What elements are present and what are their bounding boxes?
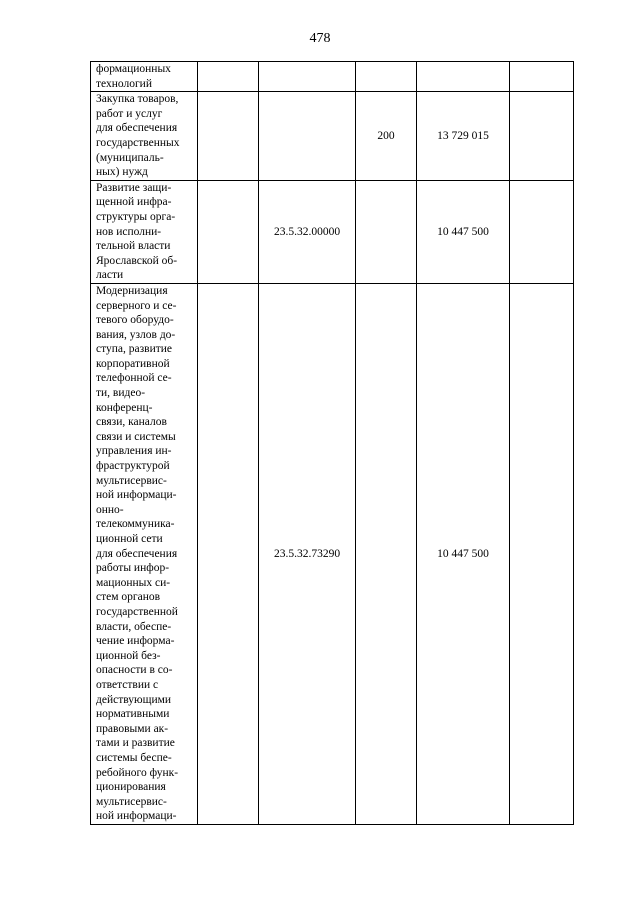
item-name-line: формационных	[96, 63, 171, 75]
item-name-line: Развитие защи-	[96, 181, 172, 194]
item-name-line: серверного и се-	[96, 299, 177, 312]
item-name-line: работы инфор-	[96, 562, 170, 575]
item-name-line: правовыми ак-	[96, 722, 169, 735]
item-name-line: тевого оборудо-	[96, 314, 174, 327]
item-name-line: мультисервис-	[96, 795, 167, 808]
type-cell	[356, 180, 417, 283]
item-name-line: телефонной се-	[96, 372, 172, 385]
item-name-line: опасности в со-	[96, 664, 173, 677]
item-name-line: работ и услуг	[96, 107, 163, 120]
amount-cell	[417, 62, 510, 92]
item-name-line: (муниципаль-	[96, 151, 164, 164]
type-cell	[356, 62, 417, 92]
item-name-line: ступа, развитие	[96, 343, 173, 356]
empty-cell	[510, 62, 574, 92]
empty-cell	[198, 283, 259, 824]
item-name-line: для обеспечения	[96, 547, 178, 560]
budget-table	[90, 61, 574, 825]
item-name-line: ционной сети	[96, 533, 163, 545]
empty-cell	[510, 92, 574, 181]
page-number: 478	[309, 31, 331, 46]
table-row	[91, 92, 574, 181]
item-name-line: связи и системы	[96, 430, 176, 443]
item-name-cell	[91, 62, 198, 92]
table-row	[91, 180, 574, 283]
item-name-line: конференц-	[96, 401, 153, 414]
item-name-line: Закупка товаров,	[96, 93, 179, 106]
item-name-line: ционирования	[96, 781, 166, 794]
item-name-line: ти, видео-	[96, 387, 146, 400]
item-name-line: тельной власти	[96, 240, 171, 253]
item-name-line: мультисервис-	[96, 474, 167, 487]
item-name-line: ной информаци-	[96, 810, 177, 823]
item-name-line: структуры орга-	[96, 210, 176, 223]
item-name-line: нов исполни-	[96, 225, 162, 238]
item-name-line: ответствии с	[96, 678, 159, 691]
amount-cell: 13 729 015	[417, 92, 510, 181]
code-cell	[259, 62, 356, 92]
item-name-line: ребойного функ-	[96, 766, 179, 779]
empty-cell	[198, 62, 259, 92]
item-name-line: чение информа-	[96, 635, 175, 648]
item-name-line: связи, каналов	[96, 416, 167, 429]
table-row	[91, 283, 574, 824]
item-name-line: нормативными	[96, 708, 170, 721]
item-name-line: управления ин-	[96, 445, 172, 458]
item-name-line: власти, обеспе-	[96, 620, 172, 633]
table-row	[91, 62, 574, 92]
item-name-line: онно-	[96, 503, 124, 516]
item-name-line: системы беспе-	[96, 751, 172, 764]
item-name-line: телекоммуника-	[96, 518, 175, 531]
item-name-line: щенной инфра-	[96, 196, 172, 209]
code-cell: 23.5.32.00000	[259, 180, 356, 283]
item-name-line: ласти	[96, 269, 124, 282]
item-name-line: корпоративной	[96, 357, 170, 370]
type-cell: 200	[356, 92, 417, 181]
item-name-line: государственной	[96, 605, 178, 618]
item-name-line: ционной без-	[96, 649, 161, 662]
item-name-cell	[91, 180, 198, 283]
amount-cell: 10 447 500	[417, 180, 510, 283]
empty-cell	[510, 283, 574, 824]
item-name-line: тами и развитие	[96, 737, 175, 750]
item-name-line: ной информаци-	[96, 489, 177, 502]
item-name-line: действующими	[96, 693, 172, 706]
item-name-line: технологий	[96, 77, 152, 90]
code-cell: 23.5.32.73290	[259, 283, 356, 824]
item-name-line: Модернизация	[96, 284, 168, 297]
empty-cell	[510, 180, 574, 283]
item-name-line: вания, узлов до-	[96, 328, 176, 341]
item-name-line: стем органов	[96, 591, 161, 604]
type-cell	[356, 283, 417, 824]
item-name-line: мационных си-	[96, 576, 171, 589]
item-name-cell	[91, 283, 198, 824]
code-cell	[259, 92, 356, 181]
empty-cell	[198, 92, 259, 181]
item-name-line: фраструктурой	[96, 460, 170, 473]
amount-cell: 10 447 500	[417, 283, 510, 824]
item-name-cell	[91, 92, 198, 181]
empty-cell	[198, 180, 259, 283]
item-name-line: государственных	[96, 136, 180, 149]
item-name-line: Ярославской об-	[96, 254, 178, 267]
item-name-line: для обеспечения	[96, 122, 178, 135]
item-name-line: ных) нужд	[96, 166, 148, 179]
